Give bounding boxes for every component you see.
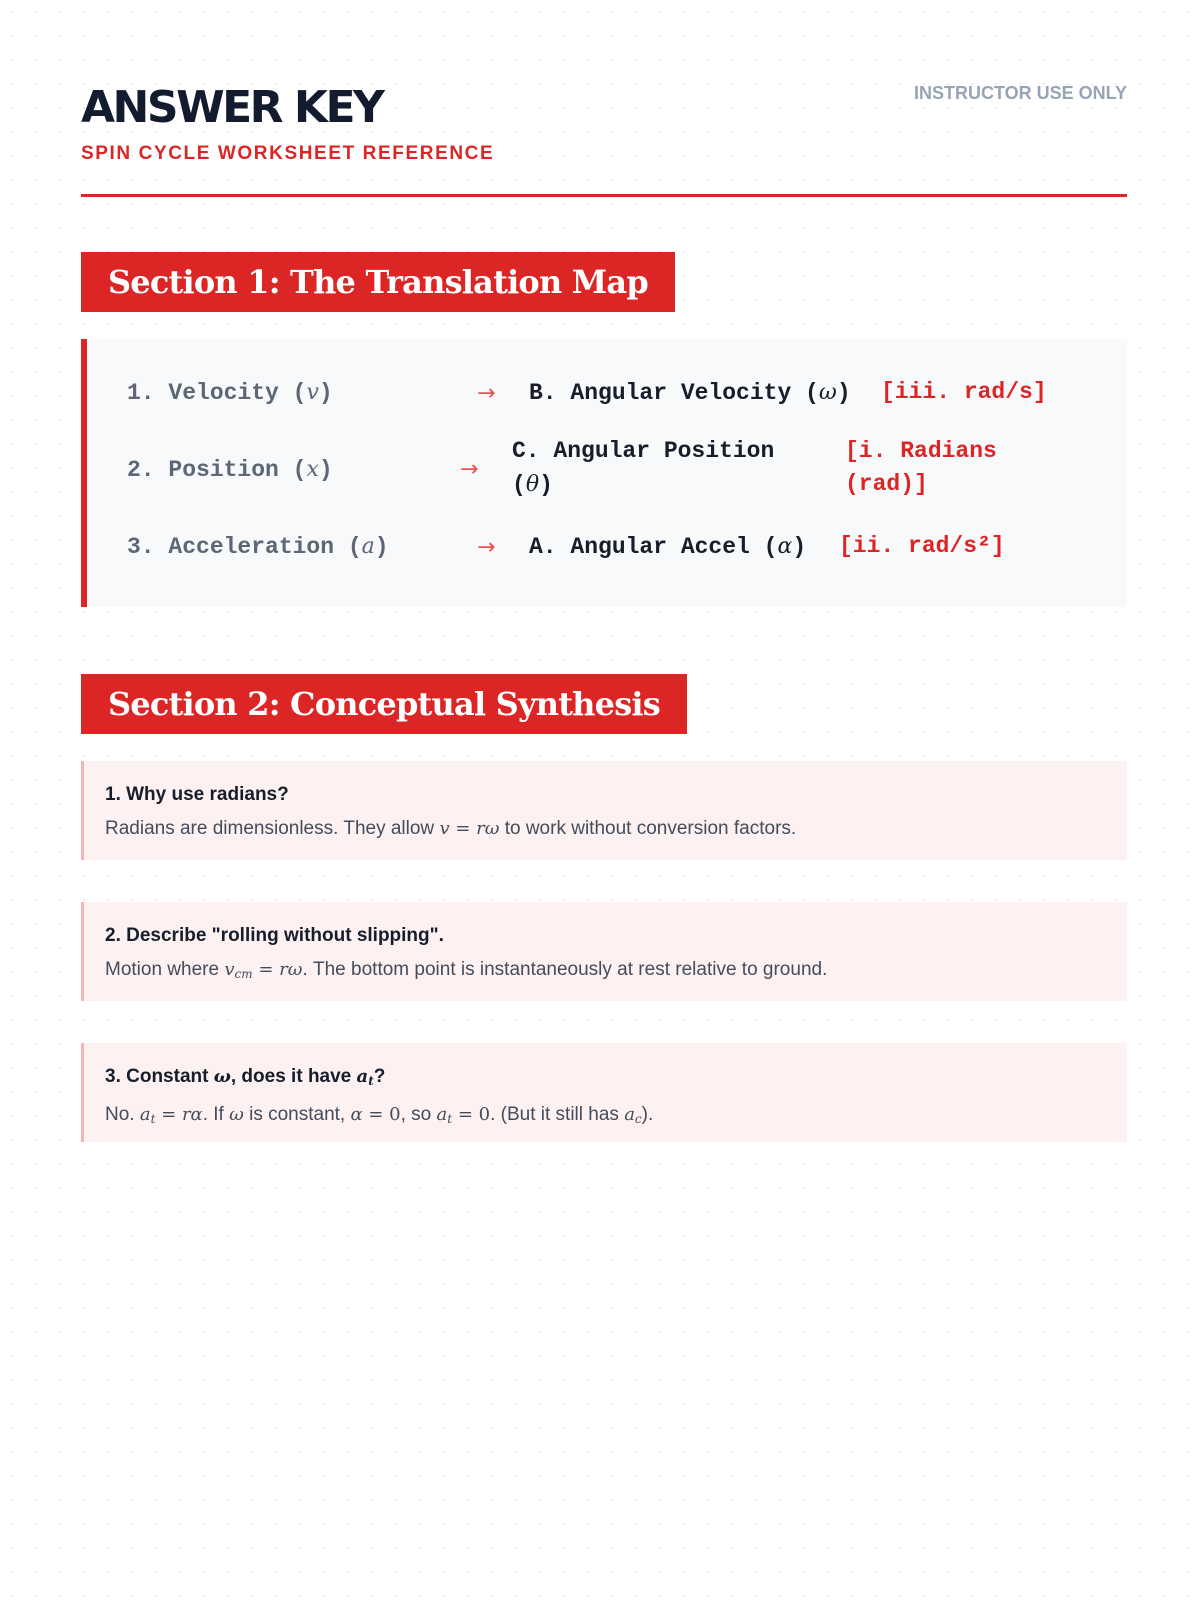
answer-key-page [81,0,1127,1126]
page-subtitle: SPIN CYCLE WORKSHEET REFERENCE [81,143,495,164]
arrow-right-icon: → [460,457,479,482]
map-row-velocity [87,376,1127,416]
angular-term: A. Angular Accel (α) [529,534,807,560]
map-row-position [87,435,1127,505]
section-2-heading: Section 2: Conceptual Synthesis [81,674,687,734]
angular-term: C. Angular Position (θ) [512,438,775,498]
qa-question: 2. Describe "rolling without slipping". [105,925,444,946]
map-row-acceleration [87,530,1127,570]
qa-answer: Radians are dimensionless. They allow v = rω to work without conversion factors. [105,818,797,839]
instructor-note: INSTRUCTOR USE ONLY [913,83,1127,103]
header [81,0,1127,197]
unit-label: [ii. rad/s²] [839,533,1005,559]
qa-answer: No. $a_t = r\alpha$. If ω is constant, α = 0, so $a_t = 0$. (But it still has $a_c$). [105,1104,654,1126]
qa-question: 3. Constant ω, does it have $a_t$? [105,1066,386,1088]
angular-term: B. Angular Velocity (ω) [529,380,851,406]
qa-card [81,761,1127,860]
qa-card [81,902,1127,1001]
qa-question: 1. Why use radians? [105,784,289,805]
unit-label: [iii. rad/s] [881,379,1047,405]
translation-map [81,339,1127,607]
section-1-heading: Section 1: The Translation Map [81,252,675,312]
qa-answer: Motion where $v_{cm} = r\omega$. The bottom point is instantaneously at rest relative to ground. [105,959,828,981]
arrow-right-icon: → [477,381,496,406]
page-title: ANSWER KEY [81,82,383,133]
linear-term: 3. Acceleration (a) [127,534,389,560]
linear-term: 1. Velocity (v) [127,380,333,406]
qa-card [81,1043,1127,1142]
unit-label: [i. Radians (rad)] [845,438,997,497]
linear-term: 2. Position (x) [127,457,333,483]
arrow-right-icon: → [477,535,496,560]
